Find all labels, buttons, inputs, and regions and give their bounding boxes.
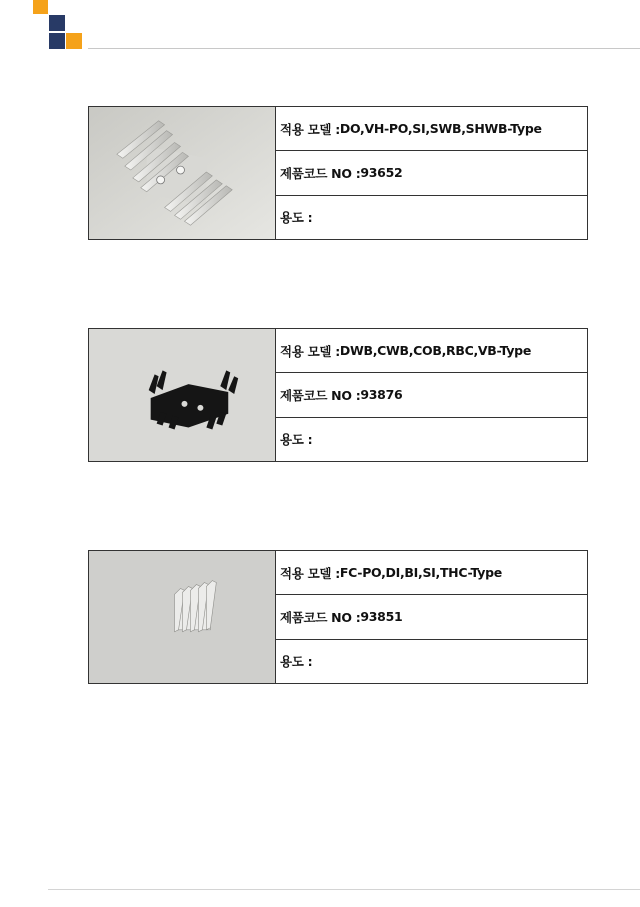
models-label: 적용 모델 :: [280, 343, 340, 359]
product-card-93876: [88, 328, 588, 462]
usage-label: 용도 :: [280, 654, 313, 670]
code-label: 제품코드 NO :: [280, 609, 361, 625]
code-value: 93876: [360, 387, 403, 403]
footer-divider: [48, 889, 640, 890]
models-row: [276, 107, 587, 150]
product-card-93652: [88, 106, 588, 240]
code-label: 제품코드 NO :: [280, 165, 361, 181]
code-value: 93652: [360, 165, 403, 181]
company-logo: [0, 0, 100, 60]
product-card-93851: [88, 550, 588, 684]
models-value: FC-PO,DI,BI,SI,THC-Type: [339, 565, 502, 581]
logo-square-navy-bottom: [49, 33, 65, 49]
models-label: 적용 모델 :: [280, 565, 340, 581]
code-row: [276, 372, 587, 416]
models-value: DO,VH-PO,SI,SWB,SHWB-Type: [339, 121, 542, 137]
usage-row: [276, 639, 587, 683]
header-divider: [88, 48, 640, 49]
silver-heatsink-photo: [89, 107, 276, 239]
code-row: [276, 150, 587, 194]
code-label: 제품코드 NO :: [280, 387, 361, 403]
black-heatsink-photo: [89, 329, 276, 461]
logo-square-orange-bottom: [66, 33, 82, 49]
usage-label: 용도 :: [280, 432, 313, 448]
models-value: DWB,CWB,COB,RBC,VB-Type: [339, 343, 532, 359]
code-value: 93851: [360, 609, 403, 625]
code-row: [276, 594, 587, 638]
models-label: 적용 모델 :: [280, 121, 340, 137]
logo-square-orange-top: [33, 0, 48, 14]
usage-label: 용도 :: [280, 210, 313, 226]
models-row: [276, 329, 587, 372]
usage-row: [276, 417, 587, 461]
logo-square-navy-top: [49, 15, 65, 31]
models-row: [276, 551, 587, 594]
usage-row: [276, 195, 587, 239]
small-finned-heatsink-photo: [89, 551, 276, 683]
